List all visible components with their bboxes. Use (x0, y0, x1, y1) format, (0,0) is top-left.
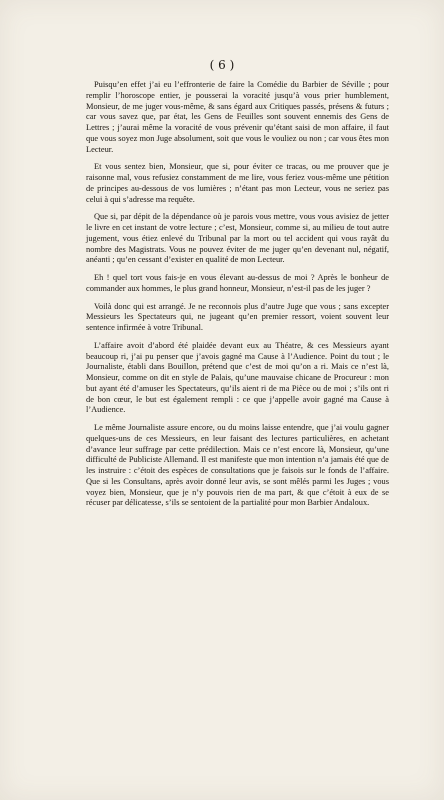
page-number: ( 6 ) (209, 58, 235, 72)
paragraph-4: Eh ! quel tort vous fais-je en vous élevant au-dessus de moi ? Après le bonheur de commander aux hommes, le plus grand honneur, Monsieur, n’est-il pas de les juger ? (86, 273, 389, 293)
paragraph-6: L’affaire avoit d’abord été plaidée devant eux au Théatre, & ces Messieurs ayant beaucoup ri, j’ai pu penser que j’avois gagné ma Cause à l’Audience. Point du tout ; le Journaliste, établi dans Bouillon, prétend que c’est de moi qu’on a ri. Mais ce n’est là, Monsieur, comme on dit en style de Palais, qu’une mauvaise chicane de Procureur : mon but ayant été d’amuser les Spectateurs, qu’ils aient ri de ma Pièce ou de moi ; s’ils ont ri de bon cœur, le but est également rempli : ce que j’appelle avoir gagné ma Cause à l’Audience. (86, 340, 389, 415)
paragraph-7: Le même Journaliste assure encore, ou du moins laisse entendre, que j’ai voulu gagner quelques-uns de ces Messieurs, en leur faisant des lectures particulières, en achetant d’avance leur suffrage par cette prédilection. Mais ce n’est encore là, Monsieur, qu’une difficulté de Publiciste Allemand. Il est manifeste que mon intention n’a jamais été que de les instruire : c’étoit des espèces de consultations que je faisois sur le fonds de l’affaire. Que si les Consultans, après avoir donné leur avis, se sont mêlés parmi les Juges ; vous voyez bien, Monsieur, que je n’y pouvois rien de ma part, & que c’étoit à eux de se récuser par délicatesse, s’ils se sentoient de la partialité pour mon Barbier Andaloux. (86, 423, 389, 508)
paragraph-3: Que si, par dépit de la dépendance où je parois vous mettre, vous vous avisiez de jetter le livre en cet instant de votre lecture ; c’est, Monsieur, comme si, au milieu de tout autre jugement, vous étiez enlevé du Tribunal par la mort ou tel accident qui vous rayât du nombre des Magistrats. Vous ne pouvez éviter de me juger qu’en devenant nul, négatif, anéanti ; qu’en cessant d’exister en qualité de mon Lecteur. (86, 212, 389, 265)
paragraph-5: Voilà donc qui est arrangé. Je ne reconnois plus d’autre Juge que vous ; sans excepter Messieurs les Spectateurs qui, ne jugeant qu’en premier ressort, voient souvent leur sentence infirmée à votre Tribunal. (86, 301, 389, 332)
text-body (86, 80, 389, 514)
paragraph-1: Puisqu’en effet j’ai eu l’effronterie de faire la Comédie du Barbier de Séville ; pour remplir l’horoscope entier, je pousserai la voracité jusqu’à vous prier humblement, Monsieur, de me juger vous-même, & sans égard aux Critiques passés, présens & futurs ; car vous savez que, par état, les Gens de Feuilles sont souvent ennemis des Gens de Lettres ; j’aurai même la voracité de vous prévenir qu’étant saisi de mon affaire, il faut que vous soyez mon Juge absolument, soit que vous le vouliez ou non ; car vous êtes mon Lecteur. (86, 80, 389, 154)
paragraph-2: Et vous sentez bien, Monsieur, que si, pour éviter ce tracas, ou me prouver que je raisonne mal, vous refusiez constamment de me lire, vous feriez vous-même une pétition de principes au-dessous de vos lumières ; n’étant pas mon Lecteur, vous ne seriez pas celui à qui s’adresse ma requête. (86, 162, 389, 204)
